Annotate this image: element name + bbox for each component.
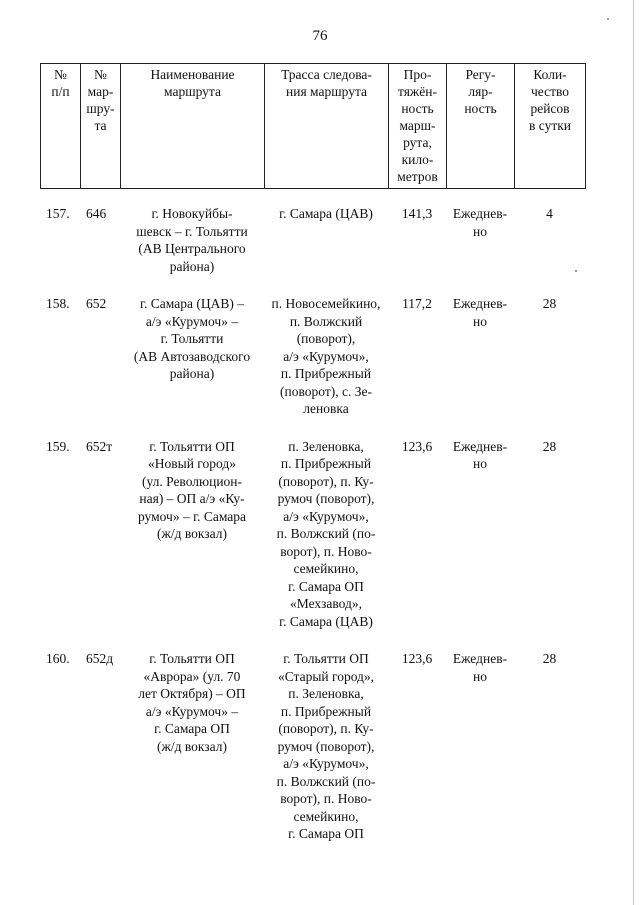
header-route-length: Про- тяжён- ность марш- рута, кило- метров <box>389 64 447 189</box>
row-route-length: 123,6 <box>401 651 433 666</box>
row-trips-per-day: 28 <box>542 438 557 454</box>
row-num: 158. <box>46 296 70 311</box>
row-route-length: 117,2 <box>402 296 432 311</box>
row-route-number: 652 <box>86 296 107 311</box>
header-regularity: Регу- ляр- ность <box>447 64 515 189</box>
row-regularity: Ежеднев- но <box>452 206 508 239</box>
row-route-number: 652т <box>86 438 113 454</box>
table-row <box>40 438 585 651</box>
row-route-length: 123,6 <box>401 438 433 454</box>
table-row <box>40 205 585 295</box>
row-route-number: 652д <box>86 651 114 666</box>
row-route-name: г. Самара (ЦАВ) – а/э «Курумоч» – г. Тольятти (АВ Автозаводского района) <box>133 296 251 381</box>
row-num: 157. <box>46 206 70 221</box>
page-edge-line <box>633 0 634 905</box>
routes-table-body <box>40 205 585 863</box>
row-route-name: г. Новокуйбы- шевск – г. Тольятти (АВ Центрального района) <box>136 206 248 274</box>
row-route-number: 646 <box>86 206 107 221</box>
header-route-track: Трасса следова- ния маршрута <box>265 64 389 189</box>
header-trips-per-day: Коли- чество рейсов в сутки <box>515 64 586 189</box>
row-regularity: Ежеднев- но <box>452 438 508 471</box>
table-row <box>40 650 585 863</box>
header-num: № п/п <box>41 64 81 189</box>
row-route-length: 141,3 <box>401 206 433 221</box>
header-row <box>41 64 586 189</box>
row-trips-per-day: 4 <box>546 206 553 221</box>
row-regularity: Ежеднев- но <box>452 296 508 329</box>
row-route-track: г. Самара (ЦАВ) <box>279 206 373 221</box>
row-num: 160. <box>46 651 70 666</box>
page-number: 76 <box>312 28 328 44</box>
table-row <box>40 295 585 438</box>
routes-table-header <box>40 63 586 189</box>
row-trips-per-day: 28 <box>542 296 557 311</box>
scan-speck <box>607 18 609 20</box>
header-route-name: Наименование маршрута <box>121 64 265 189</box>
header-route-number: № мар- шру- та <box>81 64 121 189</box>
row-regularity: Ежеднев- но <box>452 651 508 684</box>
row-route-track: п. Новосемейкино, п. Волжский (поворот), а/э «Курумоч», п. Прибрежный (поворот), с. Зе- леновка <box>271 296 381 416</box>
row-num: 159. <box>46 438 70 454</box>
row-route-name: г. Тольятти ОП «Новый город» (ул. Революцион- ная) – ОП а/э «Ку- румоч» – г. Самара (ж/д вокзал) <box>137 438 247 541</box>
row-route-name: г. Тольятти ОП «Аврора» (ул. 70 лет Октября) – ОП а/э «Курумоч» – г. Самара ОП (ж/д вокзал) <box>138 651 246 754</box>
row-route-track: г. Тольятти ОП «Старый город», п. Зеленовка, п. Прибрежный (поворот), п. Ку- румоч (поворот), а/э «Курумоч», п. Волжский (по- ворот), п. Ново- семейкино, г. Самара ОП <box>276 651 376 841</box>
row-route-track: п. Зеленовка, п. Прибрежный (поворот), п. Ку- румоч (поворот), а/э «Курумоч», п. Волжский (по- ворот), п. Ново- семейкино, г. Самара ОП «Мехзавод», г. Самара (ЦАВ) <box>276 438 376 629</box>
row-trips-per-day: 28 <box>542 651 557 666</box>
